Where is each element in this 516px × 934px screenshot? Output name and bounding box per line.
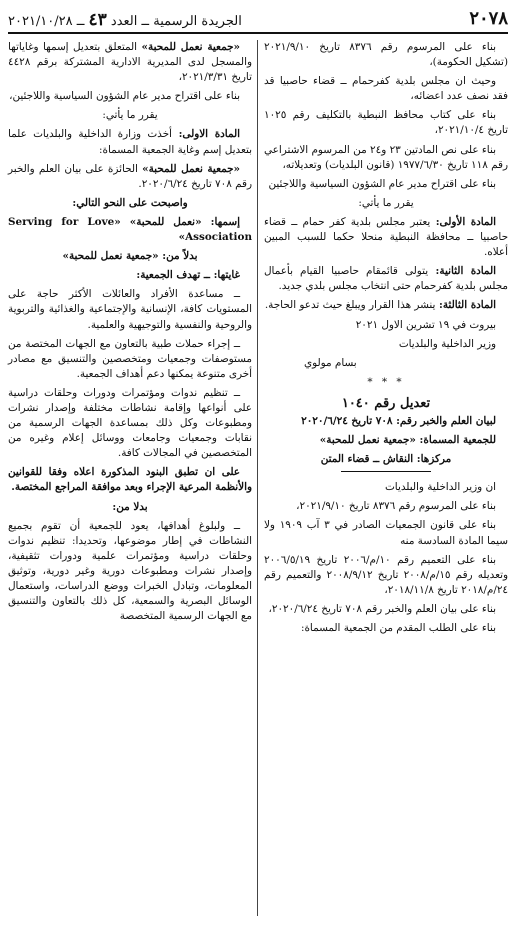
paragraph: بناء على قانون الجمعيات الصادر في ٣ آب ١٩٠٩ ولا سيما المادة السادسة منه xyxy=(264,519,508,547)
goals-label: غايتها: xyxy=(209,269,240,282)
amendment-association: للجمعية المسماة: «جمعية نعمل للمحبة» xyxy=(319,434,496,447)
decides-heading: يقرر ما يأتي: xyxy=(358,196,414,209)
article-text: يعتبر مجلس بلدية كفر حمام ــ قضاء حاصبيا ــ محافظة النبطية منحلا حكما للسبب المبين أعلاه. xyxy=(264,215,508,259)
name-value: «نعمل للمحبة» «Serving for Love Association» xyxy=(8,215,252,244)
article-text: يتولى قائمقام حاصبيا القيام بأعمال مجلس بلدية كفرحمام حتى انتخاب مجلس بلدي جديد. xyxy=(264,265,508,293)
paragraph: بناء على المرسوم رقم ٨٣٧٦ تاريخ ٢٠٢١/٩/١٠، xyxy=(296,500,496,513)
goal-item: ــ مساعدة الأفراد والعائلات الأكثر حاجة على المستويات كافة، الإنسانية والإجتماعية والغذائية والتربوية والروحية والنفسية والتوجيهية والعلمية. xyxy=(8,288,252,331)
article-1 xyxy=(264,215,508,260)
goal-item: ــ ولبلوغ أهدافها، يعود للجمعية أن تقوم بجميع النشاطات في إطار موضوعها، وتحديدا: تنظيم ندوات وحلقات دراسية ومؤتمرات علمية ودورات تثقيفية، وإصدار نشرات ومطبوعات دورية وغير دورية، وتوثيق المعلومات، وتبادل الخبرات ووضع الدراسات، واستعمال الوسائل البصرية والسمعية، كل ذلك بالتعاون والتنسيق مع الجهات الرسمية المتخصصة xyxy=(8,519,252,623)
decides-heading: يقرر ما يأتي: xyxy=(102,109,158,122)
paragraph: وحيث ان مجلس بلدية كفرحمام ــ قضاء حاصبيا قد فقد نصف عدد اعضائه، xyxy=(264,75,508,103)
page-number: ٢٠٧٨ xyxy=(469,8,508,29)
instead-of-2: بدلا من: xyxy=(112,500,148,513)
paragraph-text: المتعلق بتعديل إسمها وغاياتها والمسجل لدى المديرية الادارية المشتركة برقم ٤٤٢٨ تاريخ ٢٠٢١/٣/٣١، xyxy=(8,41,252,84)
issue-number: ٤٣ xyxy=(88,10,107,30)
paragraph: بناء على اقتراح مدير عام الشؤون السياسية واللاجئين، xyxy=(9,90,240,103)
article-label: المادة الأولى: xyxy=(430,215,496,228)
article-1 xyxy=(8,127,252,157)
goal-item: ــ إجراء حملات طبية بالتعاون مع الجهات المختصة من مستوصفات وجمعيات ومتخصصين والتنسيق مع مصادر أخرى متنوعة يمكنها دعم أهداف الجمعية. xyxy=(8,337,252,380)
divider-line xyxy=(341,471,431,472)
paragraph: بناء على الطلب المقدم من الجمعية المسماة: xyxy=(300,622,496,634)
paragraph xyxy=(8,40,252,85)
association-name: «جمعية نعمل للمحبة» xyxy=(141,41,240,53)
paragraph: بناء على اقتراح مدير عام الشؤون السياسية واللاجئين xyxy=(268,177,496,190)
gazette-title xyxy=(8,10,242,30)
amendment-ref: لبيان العلم والخبر رقم: ٧٠٨ تاريخ ٢٠٢٠/٦/٢٤ xyxy=(301,414,496,427)
article-text: ينشر هذا القرار ويبلغ حيث تدعو الحاجة. xyxy=(264,299,436,312)
left-column xyxy=(8,40,252,628)
place-date: بيروت في ١٩ تشرين الاول ٢٠٢١ xyxy=(355,318,496,331)
paragraph xyxy=(8,162,252,192)
separator-stars: * * * xyxy=(367,375,405,388)
paragraph: بناء على كتاب محافظ النبطية بالتكليف رقم ١٠٢٥ تاريخ ٢٠٢١/١٠/٤، xyxy=(264,109,508,137)
article-label: المادة الثالثة: xyxy=(435,299,496,312)
became-heading: واصبحت على النحو التالي: xyxy=(72,196,188,209)
instead-value: «جمعية نعمل للمحبة» xyxy=(62,250,159,263)
name-label: إسمها: xyxy=(201,215,240,228)
article-2 xyxy=(264,264,508,294)
paragraph-text: الحائزة على بيان العلم والخبر رقم ٧٠٨ تاريخ ٢٠٢٠/٦/٢٤. xyxy=(8,162,252,190)
article-label: المادة الثانية: xyxy=(428,265,496,278)
right-column xyxy=(264,40,508,640)
goals-value: ــ تهدف الجمعية: xyxy=(136,269,210,282)
amendment-location: مركزها: النقاش ــ قضاء المتن xyxy=(320,453,452,466)
paragraph: بناء على المرسوم رقم ٨٣٧٦ تاريخ ٢٠٢١/٩/١٠ (تشكيل الحكومة)، xyxy=(264,41,508,69)
issue-date: ــ ٢٠٢١/١٠/٢٨ xyxy=(8,14,89,29)
gazette-name: الجريدة الرسمية ــ العدد xyxy=(106,14,242,29)
paragraph: بناء على نص المادتين ٢٣ و٢٤ من المرسوم الاشتراعي رقم ١١٨ تاريخ ١٩٧٧/٦/٣٠ (قانون البلديات) وتعديلاته، xyxy=(264,143,508,171)
paragraph: بناء على التعميم رقم ١٠/م/٢٠٠٦ تاريخ ٢٠٠٦/٥/١٩ وتعديله رقم ١٥/م/٢٠٠٨ تاريخ ٢٠٠٨/٩/١٢ والتعميم رقم ٢٤/م/٢٠١٨ تاريخ ٢٠١٨/١١/٨، xyxy=(264,553,508,596)
goal-item: ــ تنظيم ندوات ومؤتمرات ودورات وحلقات دراسية على أنواعها وإقامة نشاطات مختلفة وإصدار نشرات ومطبوعات وكل ذلك بمساعدة الجهات الرسمية من نقابات وجمعيات وجامعات ووسائل إعلام وغيره من المتخصصين في المجالات كافة. xyxy=(8,386,252,460)
goals xyxy=(8,268,252,283)
new-name xyxy=(8,215,252,245)
association-name: «جمعية نعمل للمحبة» xyxy=(142,162,241,175)
page-header xyxy=(8,8,508,34)
paragraph: ان وزير الداخلية والبلديات xyxy=(385,481,496,494)
article-3 xyxy=(264,298,508,313)
column-divider xyxy=(257,40,258,916)
article-text: أخذت وزارة الداخلية والبلديات علما بتعديل إسم وغاية الجمعية المسماة: xyxy=(8,128,252,156)
condition-paragraph: على ان تطبق البنود المذكورة اعلاه وفقا للقوانين والأنظمة المرعية الإجراء وبعد موافقة المراجع المختصة. xyxy=(8,466,252,494)
amendment-title: تعديل رقم ١٠٤٠ xyxy=(341,395,431,411)
instead-of xyxy=(8,249,252,264)
signer-title: وزير الداخلية والبلديات xyxy=(398,337,496,350)
signer-name: بسام مولوي xyxy=(304,356,357,369)
article-label: المادة الاولى: xyxy=(171,128,240,141)
instead-label: بدلاً من: xyxy=(158,250,198,263)
paragraph: بناء على بيان العلم والخبر رقم ٧٠٨ تاريخ ٢٠٢٠/٦/٢٤، xyxy=(268,602,496,615)
